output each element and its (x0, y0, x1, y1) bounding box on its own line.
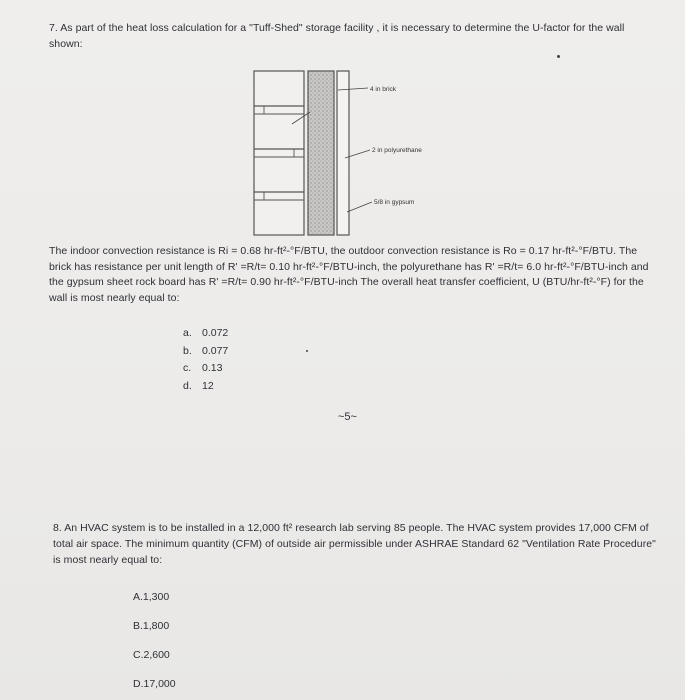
choice-c[interactable]: c. 0.13 (183, 362, 223, 374)
label-polyurethane: 2 in polyurethane (372, 147, 422, 154)
brick-layer (254, 71, 304, 235)
choice-A[interactable]: A.1,300 (133, 591, 170, 603)
stray-mark (557, 55, 560, 58)
choice-D[interactable]: D.17,000 (133, 678, 176, 690)
choice-C[interactable]: C.2,600 (133, 649, 170, 661)
label-brick: 4 in brick (370, 86, 397, 93)
label-gypsum: 5/8 in gypsum (374, 199, 415, 206)
question-7-stem: 7. As part of the heat loss calculation for a "Tuff-Shed" storage facility , it is necessary to determine the U-factor for the wall shown: (49, 22, 625, 50)
choice-B[interactable]: B.1,800 (133, 620, 170, 632)
question-8-body: 8. An HVAC system is to be installed in a 12,000 ft² research lab serving 85 people. The HVAC system provides 17,000 CFM of total air space. The minimum quantity (CFM) of outside air permissible under ASHRAE Standard 62 "Ventilation Rate Procedure" is most nearly equal to: (53, 522, 656, 566)
question-7-choices (183, 325, 228, 395)
choice-b[interactable]: b. 0.077 (183, 344, 229, 357)
choice-d[interactable]: d. 12 (183, 379, 214, 392)
question-7-body: The indoor convection resistance is Ri = 0.68 hr-ft²-°F/BTU, the outdoor convection resistance is Ro = 0.17 hr-ft²-°F/BTU. The brick has resistance per unit length of R' =R/t= 0.10 hr-ft²-°F/BTU-inch, the polyurethane has R' =R/t= 6.0 hr-ft²-°F/BTU-inch and the gypsum sheet rock board has R' =R/t= 0.90 hr-ft²-°F/BTU-inch The overall heat transfer coefficient, U (BTU/hr-ft²-°F) for the wall is most nearly equal to: (49, 245, 649, 304)
polyurethane-layer (308, 71, 334, 235)
page-number: ~5~ (338, 411, 357, 423)
gypsum-layer (337, 71, 349, 235)
wall-section-diagram (250, 66, 450, 238)
choice-a[interactable]: a. 0.072 (183, 327, 229, 339)
stray-mark-2 (306, 350, 308, 352)
